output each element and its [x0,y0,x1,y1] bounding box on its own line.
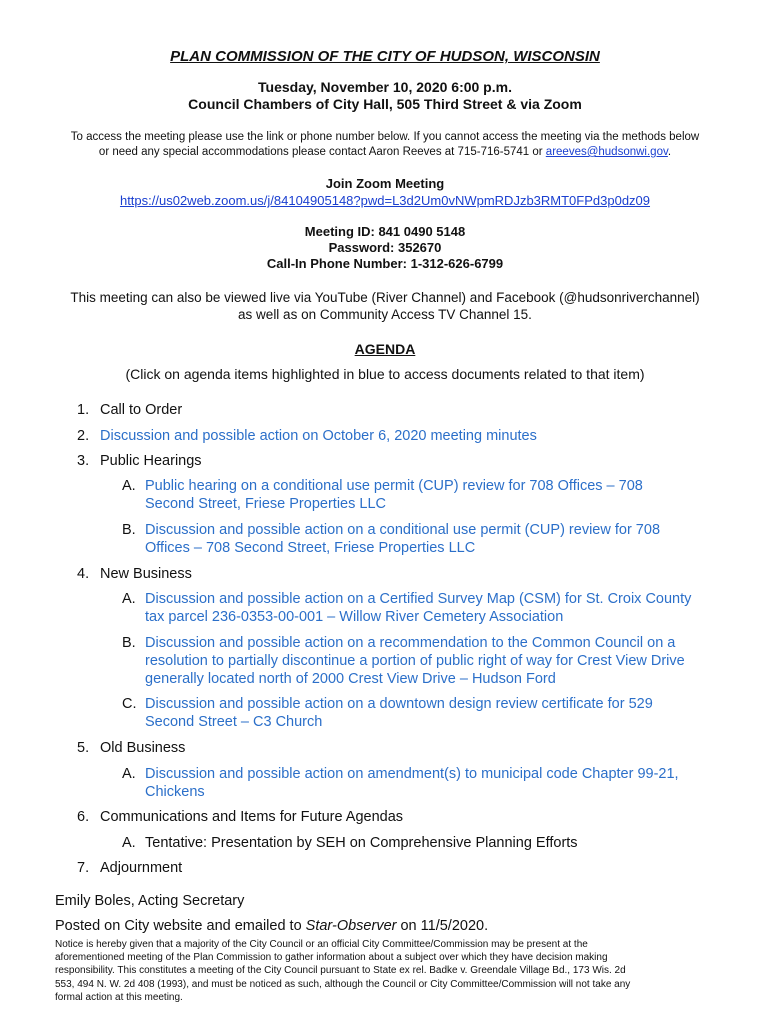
live-stream-line-1: This meeting can also be viewed live via YouTube (River Channel) and Facebook (@hudsonriverchannel) [70,290,700,305]
agenda-link-cup-action[interactable]: Discussion and possible action on a conditional use permit (CUP) review for 708 Offices – 708 Second Street, Friese Properties LLC [145,522,661,556]
agenda-link-chickens[interactable]: Discussion and possible action on amendment(s) to municipal code Chapter 99-21, Chickens [145,766,679,800]
agenda-note: (Click on agenda items highlighted in blue to access documents related to that item) [125,366,645,382]
agenda-link-design-review[interactable]: Discussion and possible action on a downtown design review certificate for 529 Second Street – C3 Church [145,696,653,730]
agenda-link-cup-hearing[interactable]: Public hearing on a conditional use permit (CUP) review for 708 Offices – 708 Second Street, Friese Properties LLC [145,478,643,512]
meeting-password: Password: 352670 [328,240,442,255]
zoom-heading: Join Zoom Meeting [325,176,445,191]
meeting-location: Council Chambers of City Hall, 505 Third Street & via Zoom [188,96,582,112]
posted-statement: Posted on City website and emailed to Star-Observer on 11/5/2020. [55,918,489,934]
access-line-1: To access the meeting please use the link or phone number below. If you cannot access the meeting via the methods below [70,131,700,143]
agenda-link-csm[interactable]: Discussion and possible action on a Certified Survey Map (CSM) for St. Croix County tax parcel 236-0353-00-001 – Willow River Cemetery Association [145,591,692,625]
page-title: PLAN COMMISSION OF THE CITY OF HUDSON, WISCONSIN [170,48,600,65]
contact-email-link[interactable]: areeves@hudsonwi.gov [545,146,668,158]
agenda-link-minutes[interactable]: Discussion and possible action on October 6, 2020 meeting minutes [100,428,537,444]
agenda-page: PLAN COMMISSION OF THE CITY OF HUDSON, WISCONSIN Tuesday, November 10, 2020 6:00 p.m. Council Chambers of City Hall, 505 Third Street & via Zoom To access the meeting please use the link or phone number below. If you cannot access the meeting via the methods below or need any special accommodations please contact Aaron Reeves at 715-716-5741 or areeves@hudsonwi.gov. Join Zoom Meeting https://us02web.zoom.us/j/84104905148?pwd=L3d2Um0vNWpmRDJzb3RMT0FPd3p0dz09 Meeting ID: 841 0490 5148 Password: 352670 Call-In Phone Number: 1-312-626-6799 This meeting can also be viewed live via YouTube (River Channel) and Facebook (@hudsonriverchannel) as well as on Community Access TV Channel 15. AGENDA (Click on agenda items highlighted in blue to access documents related to that item) 1. Call to Order 2. Discussion and possible action on October 6, 2020 meeting minutes 3. Public Hearings A. Public hearing on a conditional use permit (CUP) review for 708 Offices – 708 Second Street, Friese Properties LLC B. Discussion and possible action on a conditional use permit (CUP) review for 708 Offices – 708 Second Street, Friese Properties LLC 4. New Business A. Discussion and possible action on a Certified Survey Map (CSM) for St. Croix County tax parcel 236-0353-00-001 – Willow River Cemetery Association B. Discussion and possible action on a recommendation to the Common Council on a resolution to partially discontinue a portion of public right of way for Crest View Drive generally located north of 2000 Crest View Drive – Hudson Ford C. Discussion and possible action on a downtown design review certificate for 529 Second Street – C3 Church 5. Old Business A. Discussion and possible action on amendment(s) to municipal code Chapter 99-21, Chickens 6. Communications and Items for Future Agendas A. Tentative: Presentation by SEH on Comprehensive Planning Efforts 7. Adjournment Emily Boles, Acting Secretary Posted on City website and emailed to Star-Observer on 11/5/2020. Notice is hereby given that a majority of the City Council or an official City Committee/Commission may be present at the aforementioned meeting of the Plan Commission to gather information about a subject over which they have decision making responsibility. This constitutes a meeting of the City Council pursuant to State ex rel. Badke v. Greendale Village Bd., 173 Wis. 2d 553, 494 N. W. 2d 408 (1993), and must be noticed as such, although the Council or City Committee/Commission will not take any formal action at this meeting. [0,0,770,1024]
zoom-meeting-link[interactable]: https://us02web.zoom.us/j/84104905148?pwd=L3d2Um0vNWpmRDJzb3RMT0FPd3p0dz09 [119,193,651,208]
live-stream-line-2: as well as on Community Access TV Channel 15. [238,307,532,322]
access-line-2: or need any special accommodations please contact Aaron Reeves at 715-716-5741 or areeves@hudsonwi.gov. [98,146,672,158]
agenda-heading: AGENDA [354,341,416,357]
secretary-signature: Emily Boles, Acting Secretary [55,893,245,909]
meeting-id: Meeting ID: 841 0490 5148 [304,224,466,239]
meeting-date: Tuesday, November 10, 2020 6:00 p.m. [258,79,512,95]
agenda-link-right-of-way[interactable]: Discussion and possible action on a recommendation to the Common Council on a resolution to partially discontinue a portion of public right of way for Crest View Drive generally located north of 2000 Crest View Drive – Hudson Ford [145,635,685,687]
legal-notice: Notice is hereby given that a majority of the City Council or an official City Committee/Commission may be present at the aforementioned meeting of the Plan Commission to gather information about a subject over which they have decision making responsibility. This constitutes a meeting of the City Council pursuant to State ex rel. Badke v. Greendale Village Bd., 173 Wis. 2d 553, 494 N. W. 2d 408 (1993), and must be noticed as such, although the Council or City Committee/Commission will not take any formal action at this meeting. [55,939,631,1003]
call-in-phone: Call-In Phone Number: 1-312-626-6799 [266,256,504,271]
